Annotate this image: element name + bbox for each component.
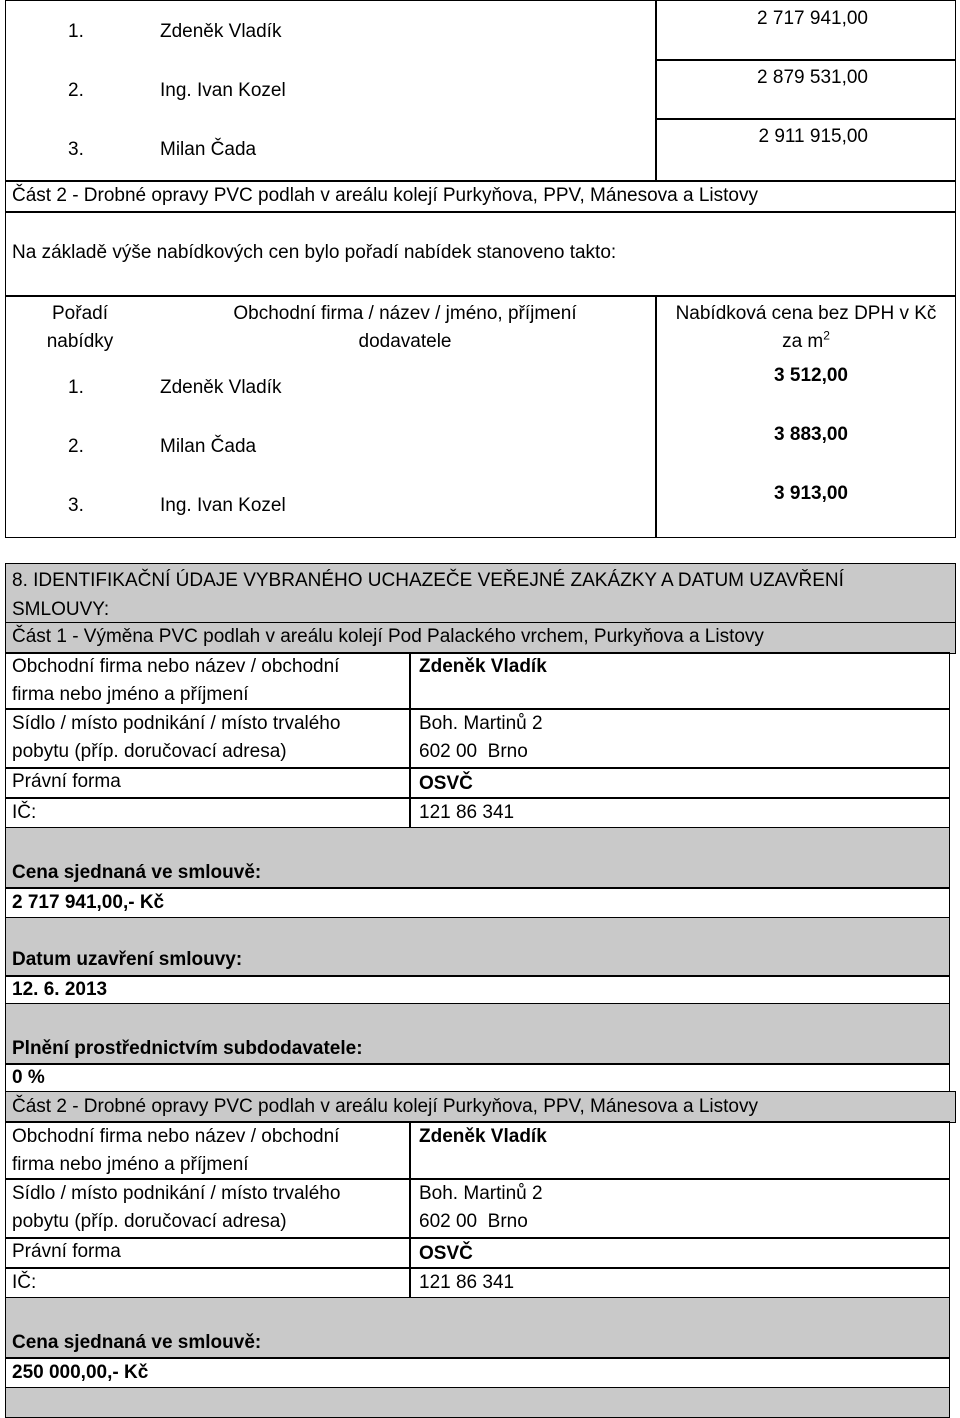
- table-row-name: Zdeněk Vladík: [160, 377, 282, 398]
- part2-title: Část 2 - Drobné opravy PVC podlah v areálu kolejí Purkyňova, PPV, Mánesova a Listovy: [12, 1096, 758, 1117]
- col-header-name: Obchodní firma / název / jméno, příjmení dodavatele: [233, 303, 577, 352]
- seat-label: Sídlo / místo podnikání / místo trvalého pobytu (příp. doručovací adresa): [12, 1183, 341, 1232]
- ranking-intro: Na základě výše nabídkových cen bylo pořadí nabídek stanoveno takto:: [12, 242, 617, 263]
- table-row-rank: 1.: [68, 21, 84, 42]
- part1-title: Část 1 - Výměna PVC podlah v areálu kolejí Pod Palackého vrchem, Purkyňova a Listovy: [12, 626, 764, 647]
- part2-trailing-box: [5, 1387, 950, 1418]
- part1-details-divider: [409, 652, 411, 828]
- firm-label: Obchodní firma nebo název / obchodní firma nebo jméno a příjmení: [12, 656, 340, 705]
- ic-label: IČ:: [12, 1272, 37, 1293]
- table-row-rank: 1.: [68, 377, 84, 398]
- table-row-name: Milan Čada: [160, 139, 257, 160]
- legal-form-label: Právní forma: [12, 771, 121, 792]
- part2-heading: Část 2 - Drobné opravy PVC podlah v areálu kolejí Purkyňova, PPV, Mánesova a Listovy: [12, 185, 758, 206]
- table-row-price: 2 911 915,00: [758, 126, 868, 147]
- table-row-price: 3 883,00: [774, 424, 848, 445]
- table-row-rank: 2.: [68, 436, 84, 457]
- table-row-rank: 3.: [68, 495, 84, 516]
- section8-heading: 8. IDENTIFIKAČNÍ ÚDAJE VYBRANÉHO UCHAZEČE VEŘEJNÉ ZAKÁZKY A DATUM UZAVŘENÍ SMLOUVY:: [12, 570, 844, 620]
- seat-value: Boh. Martinů 2 602 00 Brno: [419, 1183, 543, 1232]
- firm-value: Zdeněk Vladík: [419, 656, 547, 677]
- col-header-price: Nabídková cena bez DPH v Kč za $m^2$: [675, 303, 937, 352]
- top-ranking-row-line: [655, 118, 955, 120]
- top-ranking-row-line: [655, 59, 955, 61]
- table-row-price: 3 512,00: [774, 365, 848, 386]
- price-label: Cena sjednaná ve smlouvě:: [12, 862, 262, 883]
- price-value: 2 717 941,00,- Kč: [12, 892, 165, 913]
- part2-details-row-line: [5, 1237, 949, 1239]
- table-row-rank: 2.: [68, 80, 84, 101]
- seat-label: Sídlo / místo podnikání / místo trvalého pobytu (příp. doručovací adresa): [12, 713, 341, 762]
- date-value: 12. 6. 2013: [12, 979, 108, 1000]
- subcontractor-value: 0 %: [12, 1067, 45, 1088]
- firm-label: Obchodní firma nebo název / obchodní firma nebo jméno a příjmení: [12, 1126, 340, 1175]
- part1-date-value-box: [5, 975, 950, 1005]
- price-label: Cena sjednaná ve smlouvě:: [12, 1332, 262, 1353]
- ic-value: 121 86 341: [419, 802, 515, 823]
- ic-value: 121 86 341: [419, 1272, 515, 1293]
- seat-value: Boh. Martinů 2 602 00 Brno: [419, 713, 543, 762]
- date-label: Datum uzavření smlouvy:: [12, 949, 243, 970]
- part1-details-row-line: [5, 767, 949, 769]
- top-ranking-divider: [655, 0, 657, 181]
- table-row-rank: 3.: [68, 139, 84, 160]
- part2-details-divider: [409, 1121, 411, 1298]
- legal-form-value: OSVČ: [419, 1243, 473, 1264]
- firm-value: Zdeněk Vladík: [419, 1126, 547, 1147]
- legal-form-value: OSVČ: [419, 773, 473, 794]
- table-row-price: 2 879 531,00: [757, 67, 868, 88]
- ic-label: IČ:: [12, 802, 37, 823]
- col-header-rank: Pořadí nabídky: [46, 303, 114, 352]
- part1-sub-value-box: [5, 1063, 950, 1093]
- subcontractor-label: Plnění prostřednictvím subdodavatele:: [12, 1038, 363, 1059]
- table-row-name: Milan Čada: [160, 436, 257, 457]
- price-value: 250 000,00,- Kč: [12, 1362, 149, 1383]
- table-row-price: 3 913,00: [774, 483, 848, 504]
- table-row-name: Zdeněk Vladík: [160, 21, 282, 42]
- table-row-name: Ing. Ivan Kozel: [160, 80, 286, 101]
- table-row-name: Ing. Ivan Kozel: [160, 495, 286, 516]
- legal-form-label: Právní forma: [12, 1241, 121, 1262]
- table-row-price: 2 717 941,00: [757, 8, 868, 29]
